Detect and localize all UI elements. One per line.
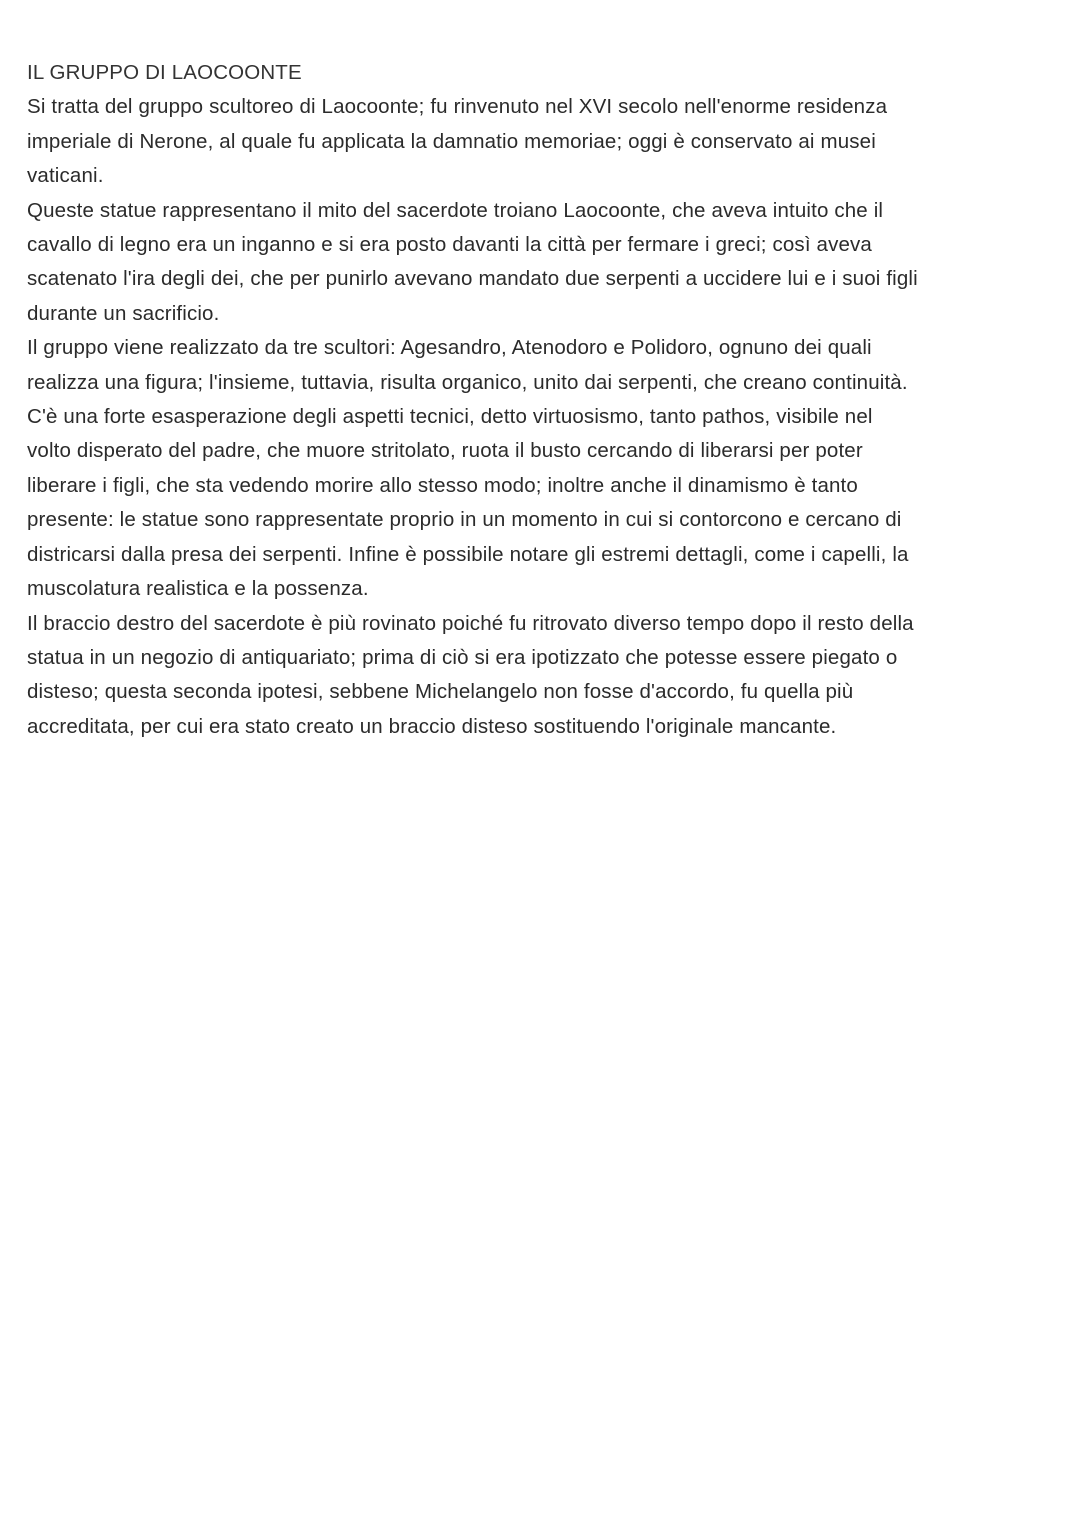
paragraph-myth: Queste statue rappresentano il mito del sacerdote troiano Laocoonte, che aveva intuito che il cavallo di legno era un inganno e si era posto davanti la città per fermare i greci; così aveva scatenato l'ira degli dei, che per punirlo avevano mandato due serpenti a uccidere lui e i suoi figli durante un sacrificio. (27, 198, 918, 325)
paragraph-right-arm: Il braccio destro del sacerdote è più rovinato poiché fu ritrovato diverso tempo dopo il resto della statua in un negozio di antiquariato; prima di ciò si era ipotizzato che potesse essere piegato o disteso; questa seconda ipotesi, sebbene Michelangelo non fosse d'accordo, fu quella più accreditata, per cui era stato creato un braccio disteso sostituendo l'originale mancante. (27, 611, 914, 738)
document-body (27, 56, 1057, 744)
document-title: IL GRUPPO DI LAOCOONTE (27, 61, 302, 84)
paragraph-sculptors: Il gruppo viene realizzato da tre scultori: Agesandro, Atenodoro e Polidoro, ognuno dei quali realizza una figura; l'insieme, tuttavia, risulta organico, unito dai serpenti, che creano continuità. C'è una forte esasperazione degli aspetti tecnici, detto virtuosismo, tanto pathos, visibile nel volto disperato del padre, che muore stritolato, ruota il busto cercando di liberarsi per poter liberare i figli, che sta vedendo morire allo stesso modo; inoltre anche il dinamismo è tanto presente: le statue sono rappresentate proprio in un momento in cui si contorcono e cercano di districarsi dalla presa dei serpenti. Infine è possibile notare gli estremi dettagli, come i capelli, la muscolatura realistica e la possenza. (27, 336, 909, 601)
paragraph-discovery: Si tratta del gruppo scultoreo di Laocoonte; fu rinvenuto nel XVI secolo nell'enorme residenza imperiale di Nerone, al quale fu applicata la damnatio memoriae; oggi è conservato ai musei vaticani. (27, 95, 888, 188)
